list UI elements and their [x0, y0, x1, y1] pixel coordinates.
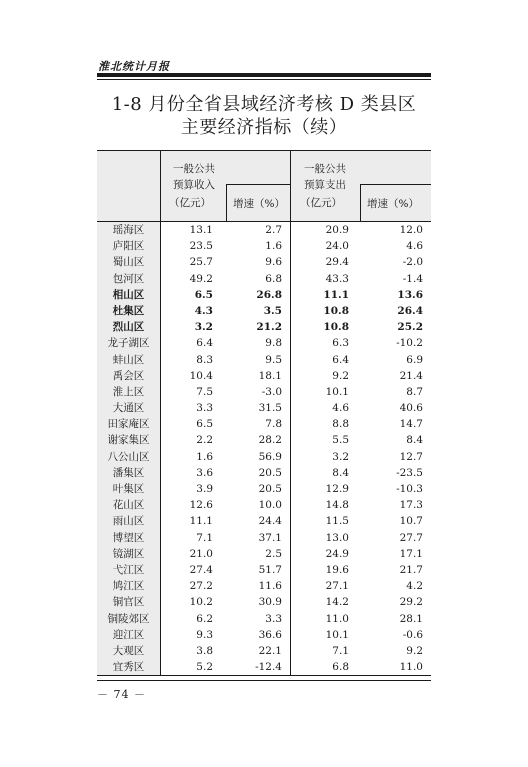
expenditure-value-cell: 13.0 — [325, 531, 349, 544]
district-name-cell: 大观区 — [97, 643, 161, 659]
revenue-value-cell: 7.1 — [196, 531, 213, 544]
journal-header: 淮北统计月报 — [98, 60, 170, 73]
revenue-value-cell: 23.5 — [189, 240, 213, 253]
district-name-cell: 杜集区 — [97, 303, 161, 319]
expenditure-growth-cell: 28.1 — [399, 612, 423, 625]
revenue-value-cell: 1.6 — [196, 450, 213, 463]
expenditure-value-cell: 5.5 — [332, 434, 349, 447]
table-row — [97, 238, 431, 254]
expenditure-value-cell: 24.9 — [325, 547, 349, 560]
table-row — [97, 578, 431, 594]
expenditure-growth-cell: -0.6 — [402, 628, 423, 641]
table-row — [97, 659, 431, 675]
table-row — [97, 400, 431, 416]
revenue-growth-cell: 37.1 — [219, 530, 291, 546]
revenue-growth-cell: 3.3 — [219, 611, 291, 627]
footer-rule — [97, 680, 431, 681]
table-body — [97, 222, 431, 675]
district-name-cell: 瑶海区 — [97, 222, 161, 238]
revenue-growth-cell: 51.7 — [219, 562, 291, 578]
revenue-value-cell: 11.1 — [189, 515, 213, 528]
revenue-growth-cell: 6.8 — [219, 271, 291, 287]
expenditure-value-cell: 11.1 — [323, 288, 349, 301]
revenue-value-cell: 3.2 — [194, 321, 213, 334]
table-row — [97, 530, 431, 546]
economic-indicators-table — [97, 150, 431, 676]
expenditure-growth-cell: 25.2 — [397, 321, 423, 334]
district-name-cell: 禹会区 — [97, 368, 161, 384]
expenditure-growth-cell: 26.4 — [397, 304, 423, 317]
header-expenditure-line2: 预算支出 — [304, 179, 346, 191]
revenue-value-cell: 3.8 — [196, 644, 213, 657]
expenditure-value-cell: 11.0 — [325, 612, 349, 625]
expenditure-value-cell: 6.4 — [332, 353, 349, 366]
header-divider-group — [290, 151, 291, 221]
revenue-growth-cell: 9.6 — [219, 254, 291, 270]
expenditure-growth-cell: 4.2 — [406, 580, 423, 593]
revenue-growth-cell: 1.6 — [219, 238, 291, 254]
revenue-growth-cell: 18.1 — [219, 368, 291, 384]
revenue-growth-cell: 7.8 — [219, 416, 291, 432]
expenditure-value-cell: 20.9 — [325, 224, 349, 236]
revenue-growth-cell: 20.5 — [219, 465, 291, 481]
revenue-value-cell: 7.5 — [196, 385, 213, 398]
table-row — [97, 611, 431, 627]
revenue-value-cell: 2.2 — [196, 434, 213, 447]
header-revenue-line1: 一般公共 — [173, 163, 215, 175]
revenue-growth-cell: 22.1 — [219, 643, 291, 659]
table-row — [97, 384, 431, 400]
revenue-growth-cell: 24.4 — [219, 513, 291, 529]
expenditure-growth-cell: -1.4 — [402, 272, 423, 285]
table-row — [97, 303, 431, 319]
revenue-growth-cell: 30.9 — [219, 594, 291, 610]
page-title-line2: 主要经济指标（续） — [180, 117, 348, 138]
revenue-value-cell: 3.3 — [196, 402, 213, 415]
table-row — [97, 335, 431, 351]
revenue-value-cell: 8.3 — [196, 353, 213, 366]
expenditure-growth-cell: 21.4 — [399, 369, 423, 382]
revenue-value-cell: 21.0 — [189, 547, 213, 560]
expenditure-growth-cell: 17.3 — [399, 499, 423, 512]
revenue-value-cell: 6.5 — [194, 288, 213, 301]
revenue-value-cell: 3.6 — [196, 466, 213, 479]
revenue-value-cell: 3.9 — [196, 483, 213, 495]
revenue-growth-cell: -3.0 — [219, 384, 291, 400]
table-row — [97, 222, 431, 238]
expenditure-growth-cell: 40.6 — [399, 402, 423, 415]
table-row — [97, 319, 431, 335]
revenue-value-cell: 49.2 — [189, 272, 213, 285]
revenue-value-cell: 4.3 — [194, 304, 213, 317]
revenue-growth-cell: 9.8 — [219, 335, 291, 351]
revenue-growth-cell: 36.6 — [219, 627, 291, 643]
revenue-growth-cell: 21.2 — [219, 319, 291, 335]
table-row — [97, 416, 431, 432]
expenditure-value-cell: 11.5 — [325, 515, 349, 528]
expenditure-value-cell: 10.8 — [323, 321, 349, 334]
district-name-cell: 铜官区 — [97, 594, 161, 610]
header-expenditure-line1: 一般公共 — [304, 163, 346, 175]
table-row — [97, 368, 431, 384]
expenditure-value-cell: 10.8 — [323, 304, 349, 317]
revenue-growth-cell: 26.8 — [219, 287, 291, 303]
expenditure-value-cell: 24.0 — [325, 240, 349, 253]
table-row — [97, 287, 431, 303]
table-row — [97, 271, 431, 287]
expenditure-value-cell: 7.1 — [332, 644, 349, 657]
page-title-line1: 1-8 月份全省县域经济考核 D 类县区 — [111, 94, 417, 115]
revenue-growth-cell: -12.4 — [219, 659, 291, 675]
district-name-cell: 镜湖区 — [97, 546, 161, 562]
table-row — [97, 546, 431, 562]
header-divider-name — [160, 151, 161, 221]
expenditure-growth-cell: -23.5 — [396, 466, 423, 479]
revenue-value-cell: 6.2 — [196, 612, 213, 625]
table-bottom-rule — [97, 675, 431, 676]
expenditure-growth-cell: 14.7 — [399, 418, 423, 431]
expenditure-growth-cell: 12.0 — [399, 224, 423, 236]
table-row — [97, 643, 431, 659]
expenditure-value-cell: 27.1 — [325, 580, 349, 593]
header-expenditure-unit: （亿元） — [300, 197, 342, 209]
table-row — [97, 513, 431, 529]
table-row — [97, 497, 431, 513]
header-revenue-unit: （亿元） — [169, 197, 211, 209]
district-name-cell: 铜陵郊区 — [97, 611, 161, 627]
expenditure-growth-cell: 11.0 — [399, 661, 423, 674]
header-rule-thin — [97, 79, 431, 80]
expenditure-value-cell: 6.3 — [332, 337, 349, 350]
district-name-cell: 龙子湖区 — [97, 335, 161, 351]
district-name-cell: 迎江区 — [97, 627, 161, 643]
district-name-cell: 鸠江区 — [97, 578, 161, 594]
table-header — [97, 150, 431, 222]
header-expenditure-growth: 增速（%） — [367, 198, 419, 210]
expenditure-value-cell: 19.6 — [325, 563, 349, 576]
expenditure-value-cell: 14.8 — [325, 499, 349, 512]
district-name-cell: 蚌山区 — [97, 352, 161, 368]
header-revenue-line2: 预算收入 — [173, 179, 215, 191]
expenditure-growth-cell: 12.7 — [399, 450, 423, 463]
expenditure-growth-cell: 9.2 — [406, 644, 423, 657]
district-name-cell: 淮上区 — [97, 384, 161, 400]
expenditure-growth-cell: 17.1 — [399, 547, 423, 560]
header-rule-thick — [97, 73, 431, 77]
district-name-cell: 叶集区 — [97, 481, 161, 497]
revenue-growth-cell: 10.0 — [219, 497, 291, 513]
revenue-value-cell: 6.5 — [196, 418, 213, 431]
revenue-value-cell: 9.3 — [196, 628, 213, 641]
district-name-cell: 八公山区 — [97, 449, 161, 465]
expenditure-value-cell: 6.8 — [332, 661, 349, 674]
table-row — [97, 449, 431, 465]
header-subline-1 — [226, 184, 290, 185]
revenue-value-cell: 27.2 — [189, 580, 213, 593]
revenue-value-cell: 5.2 — [196, 661, 213, 674]
district-name-cell: 潘集区 — [97, 465, 161, 481]
revenue-value-cell: 25.7 — [189, 256, 213, 269]
district-name-cell: 田家庵区 — [97, 416, 161, 432]
expenditure-value-cell: 3.2 — [332, 450, 349, 463]
expenditure-growth-cell: 21.7 — [399, 563, 423, 576]
table-row — [97, 627, 431, 643]
expenditure-growth-cell: 27.7 — [399, 531, 423, 544]
expenditure-growth-cell: 29.2 — [399, 596, 423, 609]
header-revenue-growth: 增速（%） — [233, 198, 285, 210]
district-name-cell: 弋江区 — [97, 562, 161, 578]
district-name-cell: 蜀山区 — [97, 254, 161, 270]
expenditure-value-cell: 10.1 — [325, 628, 349, 641]
expenditure-growth-cell: -2.0 — [402, 256, 423, 269]
table-row — [97, 481, 431, 497]
page-number: － 74 － — [97, 688, 146, 701]
table-row — [97, 432, 431, 448]
expenditure-growth-cell: -10.3 — [396, 483, 423, 495]
district-name-cell: 包河区 — [97, 271, 161, 287]
expenditure-value-cell: 8.4 — [332, 466, 349, 479]
expenditure-growth-cell: 8.7 — [406, 385, 423, 398]
expenditure-growth-cell: 8.4 — [406, 434, 423, 447]
expenditure-value-cell: 8.8 — [332, 418, 349, 431]
revenue-growth-cell: 2.5 — [219, 546, 291, 562]
revenue-value-cell: 10.2 — [189, 596, 213, 609]
revenue-growth-cell: 11.6 — [219, 578, 291, 594]
revenue-growth-cell: 56.9 — [219, 449, 291, 465]
revenue-value-cell: 27.4 — [189, 563, 213, 576]
expenditure-growth-cell: 10.7 — [399, 515, 423, 528]
revenue-value-cell: 13.1 — [189, 224, 213, 236]
expenditure-value-cell: 9.2 — [332, 369, 349, 382]
revenue-growth-cell: 31.5 — [219, 400, 291, 416]
table-row — [97, 465, 431, 481]
expenditure-value-cell: 4.6 — [332, 402, 349, 415]
district-name-cell: 烈山区 — [97, 319, 161, 335]
table-row — [97, 352, 431, 368]
expenditure-value-cell: 43.3 — [325, 272, 349, 285]
revenue-growth-cell: 28.2 — [219, 432, 291, 448]
expenditure-value-cell: 12.9 — [325, 483, 349, 495]
expenditure-value-cell: 10.1 — [325, 385, 349, 398]
revenue-growth-cell: 9.5 — [219, 352, 291, 368]
district-name-cell: 谢家集区 — [97, 432, 161, 448]
revenue-growth-cell: 2.7 — [219, 222, 291, 238]
district-name-cell: 雨山区 — [97, 513, 161, 529]
table-row — [97, 562, 431, 578]
district-name-cell: 花山区 — [97, 497, 161, 513]
header-divider-sub1 — [226, 184, 227, 221]
district-name-cell: 相山区 — [97, 287, 161, 303]
revenue-value-cell: 12.6 — [189, 499, 213, 512]
district-name-cell: 博望区 — [97, 530, 161, 546]
table-row — [97, 254, 431, 270]
district-name-cell: 宜秀区 — [97, 659, 161, 675]
revenue-value-cell: 6.4 — [196, 337, 213, 350]
expenditure-value-cell: 29.4 — [325, 256, 349, 269]
district-name-cell: 大通区 — [97, 400, 161, 416]
header-divider-sub2 — [360, 184, 361, 221]
expenditure-growth-cell: 6.9 — [406, 353, 423, 366]
table-row — [97, 594, 431, 610]
expenditure-value-cell: 14.2 — [325, 596, 349, 609]
header-subline-2 — [360, 184, 431, 185]
revenue-growth-cell: 20.5 — [219, 481, 291, 497]
district-name-cell: 庐阳区 — [97, 238, 161, 254]
revenue-growth-cell: 3.5 — [219, 303, 291, 319]
expenditure-growth-cell: 4.6 — [406, 240, 423, 253]
expenditure-growth-cell: 13.6 — [397, 288, 423, 301]
expenditure-growth-cell: -10.2 — [396, 337, 423, 350]
revenue-value-cell: 10.4 — [189, 369, 213, 382]
